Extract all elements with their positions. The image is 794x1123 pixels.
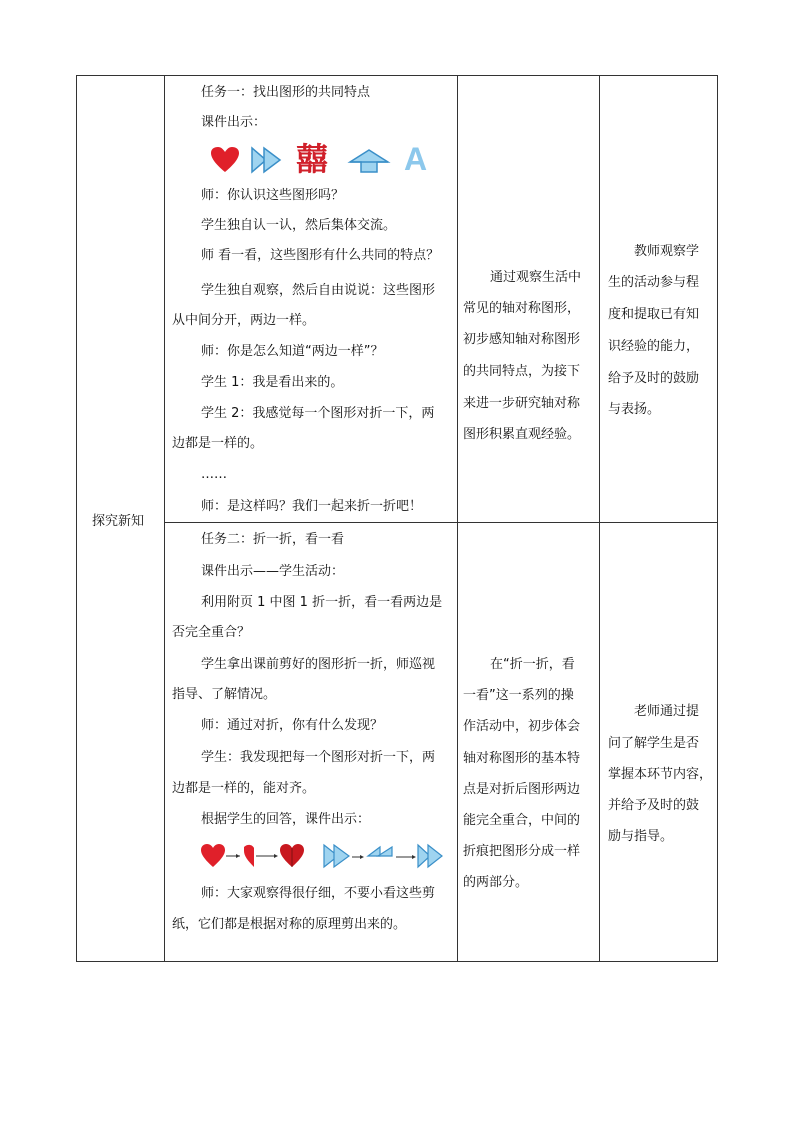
task2-intent-line: 的两部分。 [463,875,529,890]
task2-intent-line: 点是对折后图形两边 [463,782,581,797]
task1-eval-line: 给予及时的鼓励 [608,371,700,386]
task2-line: 指导、了解情况。 [172,687,277,702]
table-col-divider-1 [164,75,165,962]
task2-line: 师：大家观察得很仔细，不要小看这些剪 [201,886,436,901]
task2-line: 师：通过对折，你有什么发现？ [201,718,384,733]
task1-eval-line: 识经验的能力， [608,339,700,354]
task2-intent-line: 一看”这一系列的操 [463,688,574,703]
arrow-fold-sequence [322,843,447,871]
task1-line: …… [201,467,227,482]
task1-line: 学生独自认一认，然后集体交流。 [201,218,397,233]
task2-intent-line: 在“折一折，看 [490,657,575,672]
task1-title: 任务一：找出图形的共同特点 [201,85,371,100]
task1-intent-line: 通过观察生活中 [490,270,582,285]
task1-line: 师 看一看，这些图形有什么共同的特点？ [201,248,440,263]
task1-line: 师：是这样吗？我们一起来折一折吧！ [201,499,423,514]
task1-line: 师：你认识这些图形吗？ [201,188,345,203]
task1-line: 学生 2：我感觉每一个图形对折一下，两 [201,406,435,421]
task1-line: 师：你是怎么知道“两边一样”？ [201,344,384,359]
table-border-top [76,75,718,76]
table-col-divider-2 [457,75,458,962]
heart-fold-sequence [200,843,310,871]
task2-eval-line: 问了解学生是否 [608,736,700,751]
task2-eval-line: 励与指导。 [608,829,674,844]
double-arrow-figure [250,146,284,174]
task2-line: 纸，它们都是根据对称的原理剪出来的。 [172,917,407,932]
task2-line: 学生：我发现把每一个图形对折一下，两 [201,750,436,765]
task1-line: 学生 1：我是看出来的。 [201,375,344,390]
task1-intent-line: 图形积累直观经验。 [463,427,581,442]
task2-intent-line: 能完全重合，中间的 [463,813,581,828]
table-border-bottom [76,961,718,962]
task2-line: 边都是一样的，能对齐。 [172,781,316,796]
task1-eval-line: 度和提取已有知 [608,307,700,322]
task1-intent-line: 的共同特点，为接下 [463,364,581,379]
table-row-divider [164,522,718,523]
task2-intent-line: 轴对称图形的基本特 [463,751,581,766]
task1-intent-line: 常见的轴对称图形， [463,301,581,316]
task2-eval-line: 并给予及时的鼓 [608,798,700,813]
task1-courseware-label: 课件出示： [201,115,267,130]
task2-courseware-label: 课件出示——学生活动： [201,564,345,579]
task1-intent-line: 来进一步研究轴对称 [463,396,581,411]
task2-line: 学生拿出课前剪好的图形折一折，师巡视 [201,657,436,672]
task1-line: 学生独自观察，然后自由说说：这些图形 [201,283,436,298]
task2-intent-line: 折痕把图形分成一样 [463,844,581,859]
task1-eval-line: 与表扬。 [608,402,661,417]
house-arrow-figure [348,148,390,174]
task2-intent-line: 作活动中，初步体会 [463,719,581,734]
task2-line: 利用附页 1 中图 1 折一折，看一看两边是 [201,595,443,610]
task2-line: 根据学生的回答，课件出示： [201,812,371,827]
task1-eval-line: 生的活动参与程 [608,275,700,290]
table-col-divider-3 [599,75,600,962]
task1-intent-line: 初步感知轴对称图形 [463,332,581,347]
heart-figure [210,146,240,174]
task1-line: 边都是一样的。 [172,436,264,451]
section-label: 探究新知 [92,514,145,529]
task2-eval-line: 老师通过提 [634,704,700,719]
task2-eval-line: 掌握本环节内容， [608,767,713,782]
task2-line: 否完全重合？ [172,625,251,640]
letter-a-figure: A [404,141,428,177]
table-border-right [717,75,718,962]
table-border-left [76,75,77,962]
xi-character: 囍 [296,140,329,178]
task1-line: 从中间分开，两边一样。 [172,313,316,328]
task1-eval-line: 教师观察学 [634,244,700,259]
task2-title: 任务二：折一折，看一看 [201,532,345,547]
